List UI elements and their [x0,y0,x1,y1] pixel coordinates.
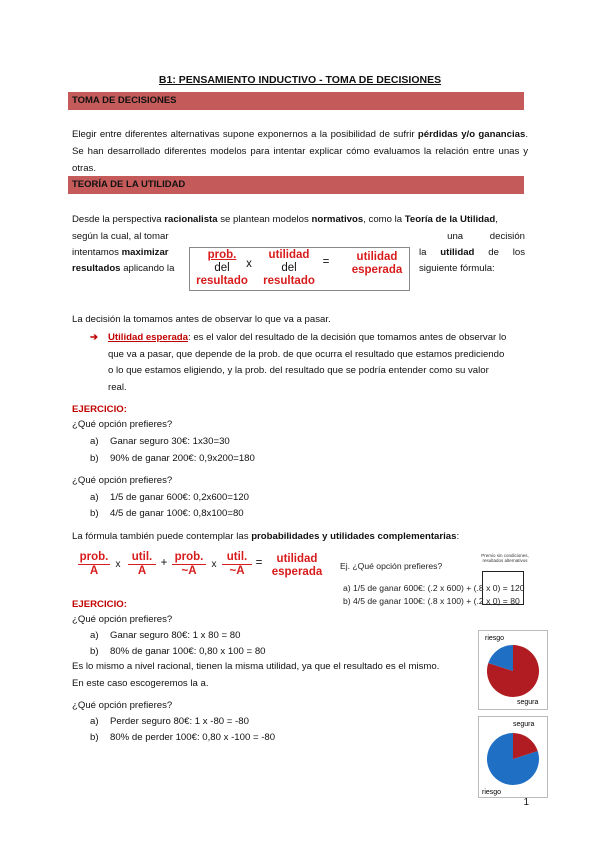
question-1: ¿Qué opción prefieres? [72,419,173,430]
same-level-text: Es lo mismo a nivel racional, tienen la misma utilidad, ya que el resultado es el mismo. [72,661,440,672]
frac-util-not-a: util. ~A [222,551,252,578]
times-sign: x [246,258,252,270]
example-line-b: b) 4/5 de ganar 100€: (.8 x 100) + (.2 x 0) = 80 [343,596,520,606]
ex4-option-b: b) 80% de perder 100€: 0,80 x -100 = -80 [90,732,276,743]
racionalista-l4c: siguiente fórmula: [419,263,495,274]
utilidad-esperada-result: utilidad esperada [351,251,403,276]
section-header-toma-decisiones: TOMA DE DECISIONES [68,92,524,110]
example-title: Ej. ¿Qué opción prefieres? [340,561,443,571]
choose-a-text: En este caso escogeremos la a. [72,678,209,689]
decision-before-text: La decisión la tomamos antes de observar lo que va a pasar. [72,314,331,325]
plus-sign: + [160,557,168,569]
complement-text: La fórmula también puede contemplar las probabilidades y utilidades complementarias: [72,531,460,542]
frac-prob-resultado: prob. del resultado [196,249,248,287]
frac-utilidad-resultado: utilidad del resultado [263,249,315,287]
equals-sign-2: = [255,557,263,569]
ex1-option-b: b) 90% de ganar 200€: 0,9x200=180 [90,453,255,464]
ex3-option-a: a) Ganar seguro 80€: 1 x 80 = 80 [90,630,241,641]
times-sign-1: x [115,559,121,570]
frac-prob-not-a: prob. ~A [172,551,206,578]
racionalista-l2a: según la cual, al tomar [72,231,169,242]
page-number: 1 [523,797,529,808]
ex4-option-a: a) Perder seguro 80€: 1 x -80 = -80 [90,716,249,727]
ex1-option-a: a) Ganar seguro 30€: 1x30=30 [90,436,230,447]
pie-gain-svg [479,631,547,709]
arrow-bullet-icon: ➔ [90,332,99,343]
page-title: B1: PENSAMIENTO INDUCTIVO - TOMA DE DECISIONES [158,74,442,86]
frac-prob-a: prob. A [79,551,109,577]
racionalista-l2b: una decisión [447,231,525,242]
ex2-option-a: a) 1/5 de ganar 600€: 0,2x600=120 [90,492,249,503]
ex3-option-b: b) 80% de ganar 100€: 0,80 x 100 = 80 [90,646,266,657]
pie-gain-label-segura: segura [517,699,539,706]
utilidad-esperada-result-2: utilidad esperada [271,553,323,578]
question-3: ¿Qué opción prefieres? [72,614,173,625]
pie-chart-loss [478,716,548,798]
example-line-a: a) 1/5 de ganar 600€: (.2 x 600) + (.8 x 0) = 120 [343,583,525,593]
racionalista-line: Desde la perspectiva racionalista se plantean modelos normativos, como la Teoría de la Utilidad, [72,214,498,225]
ejercicio-label-1: EJERCICIO: [72,404,127,415]
equals-sign: = [322,256,330,268]
pie-loss-label-segura: segura [513,721,535,728]
racionalista-l4a: resultados aplicando la [72,263,175,274]
example-note: Premio sin condiciones, resultados alternativos [481,553,529,563]
pie-chart-gain [478,630,548,710]
pie-loss-label-riesgo: riesgo [482,789,502,796]
pie-loss-svg [479,717,547,797]
question-4: ¿Qué opción prefieres? [72,700,173,711]
ejercicio-label-2: EJERCICIO: [72,599,127,610]
racionalista-l3a: intentamos maximizar [72,247,169,258]
ex2-option-b: b) 4/5 de ganar 100€: 0,8x100=80 [90,508,244,519]
question-2: ¿Qué opción prefieres? [72,475,173,486]
formula-complementary [72,551,332,585]
pie-gain-label-riesgo: riesgo [485,635,505,642]
intro-paragraph: Elegir entre diferentes alternativas supone exponernos a la posibilidad de sufrir pérdidas y/o ganancias. Se han desarrollado diferentes modelos para intentar explicar cómo evaluamos la relación entre unas y otras. [72,129,528,174]
racionalista-l3b: la utilidad de los [419,247,525,258]
times-sign-2: x [211,559,217,570]
utilidad-esperada-bullet: ➔ Utilidad esperada: es el valor del resultado de la decisión que tomamos antes de observar lo que va a pasar, que depende de la prob. de que ocurra el resultado que estamos prediciendo o lo que estamos eligiendo, y la prob. del resultado que se podría entender como su valor real. [90,332,507,393]
section-header-teoria-utilidad: TEORÍA DE LA UTILIDAD [68,176,524,194]
formula-utility-box [189,247,410,291]
frac-util-a: util. A [128,551,156,578]
